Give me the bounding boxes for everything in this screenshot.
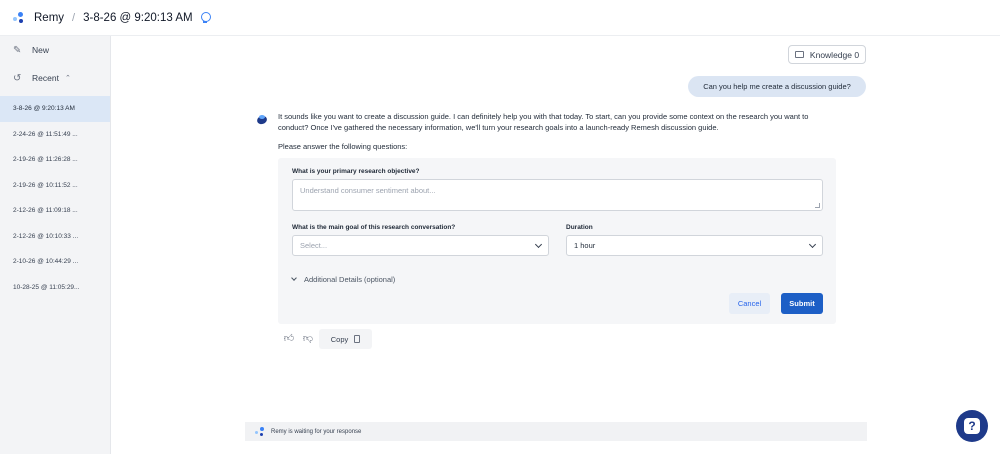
objective-placeholder: Understand consumer sentiment about...	[300, 186, 436, 195]
copy-icon	[354, 335, 360, 343]
goal-select[interactable]	[292, 235, 549, 256]
new-chat-button[interactable]	[0, 36, 110, 64]
breadcrumb-separator: /	[72, 11, 76, 24]
folder-icon	[795, 51, 804, 58]
chevron-up-icon: ⌃	[64, 75, 71, 82]
knowledge-label: Knowledge 0	[809, 49, 860, 60]
user-message: Can you help me create a discussion guide?	[688, 76, 866, 97]
help-icon: ?	[964, 418, 980, 434]
history-item[interactable]: 2-12-26 @ 10:10:33 ...	[13, 232, 79, 240]
help-chat-button[interactable]	[956, 410, 988, 442]
app-name[interactable]: Remy	[34, 11, 65, 24]
thumbs-down-icon[interactable]: 👎︎	[302, 333, 314, 344]
cancel-button[interactable]: Cancel	[729, 293, 770, 314]
history-item[interactable]: 2-12-26 @ 11:09:18 ...	[13, 207, 78, 215]
bot-prompt: Please answer the following questions:	[278, 142, 408, 151]
duration-value: 1 hour	[574, 241, 596, 250]
remy-logo-icon	[255, 427, 265, 437]
history-item[interactable]: 10-28-25 @ 11:05:29...	[13, 283, 80, 291]
remy-avatar-icon	[256, 114, 268, 126]
history-icon: ↺	[13, 72, 22, 84]
history-item[interactable]: 2-19-26 @ 11:26:28 ...	[13, 156, 78, 164]
thumbs-up-icon[interactable]: 👍︎	[283, 333, 295, 344]
chevron-down-icon	[291, 275, 297, 281]
history-item[interactable]: 2-24-26 @ 11:51:49 ...	[13, 130, 78, 138]
copy-label: Copy	[330, 334, 349, 344]
top-bar	[0, 0, 1000, 36]
recent-toggle[interactable]	[0, 64, 110, 92]
history-item[interactable]: 3-8-26 @ 9:20:13 AM	[0, 96, 110, 122]
goal-label: What is the main goal of this research conversation?	[292, 224, 456, 231]
history-item[interactable]: 2-10-26 @ 10:44:29 ...	[13, 258, 79, 266]
resize-handle-icon[interactable]	[815, 203, 820, 208]
research-form	[278, 158, 836, 324]
objective-label: What is your primary research objective?	[292, 168, 420, 175]
chevron-down-icon	[809, 241, 816, 248]
status-bar	[245, 422, 867, 441]
bot-message: It sounds like you want to create a discussion guide. I can definitely help you with that today. To start, can you provide some context on the research you want to conduct? Once I've gathered the necessary information, we'll turn your research goals into a launch-ready Remesh discussion guide.	[278, 112, 809, 132]
session-title: 3-8-26 @ 9:20:13 AM	[83, 11, 193, 24]
pencil-icon: ✎	[13, 44, 22, 56]
recent-label: Recent	[32, 73, 59, 83]
duration-select[interactable]	[566, 235, 823, 256]
submit-button[interactable]: Submit	[781, 293, 823, 314]
additional-details-label: Additional Details (optional)	[304, 275, 396, 284]
objective-input[interactable]	[292, 179, 823, 211]
additional-details-toggle[interactable]	[292, 275, 395, 284]
copy-button[interactable]	[319, 329, 372, 349]
goal-placeholder: Select...	[300, 241, 328, 250]
status-text: Remy is waiting for your response	[271, 428, 362, 435]
new-label: New	[32, 45, 50, 55]
lightbulb-icon[interactable]	[201, 12, 210, 24]
knowledge-button[interactable]	[788, 45, 866, 64]
history-item[interactable]: 2-19-26 @ 10:11:52 ...	[13, 181, 78, 189]
chevron-down-icon	[535, 241, 542, 248]
remy-logo-icon	[12, 11, 26, 25]
sidebar	[0, 36, 111, 454]
duration-label: Duration	[566, 224, 593, 231]
